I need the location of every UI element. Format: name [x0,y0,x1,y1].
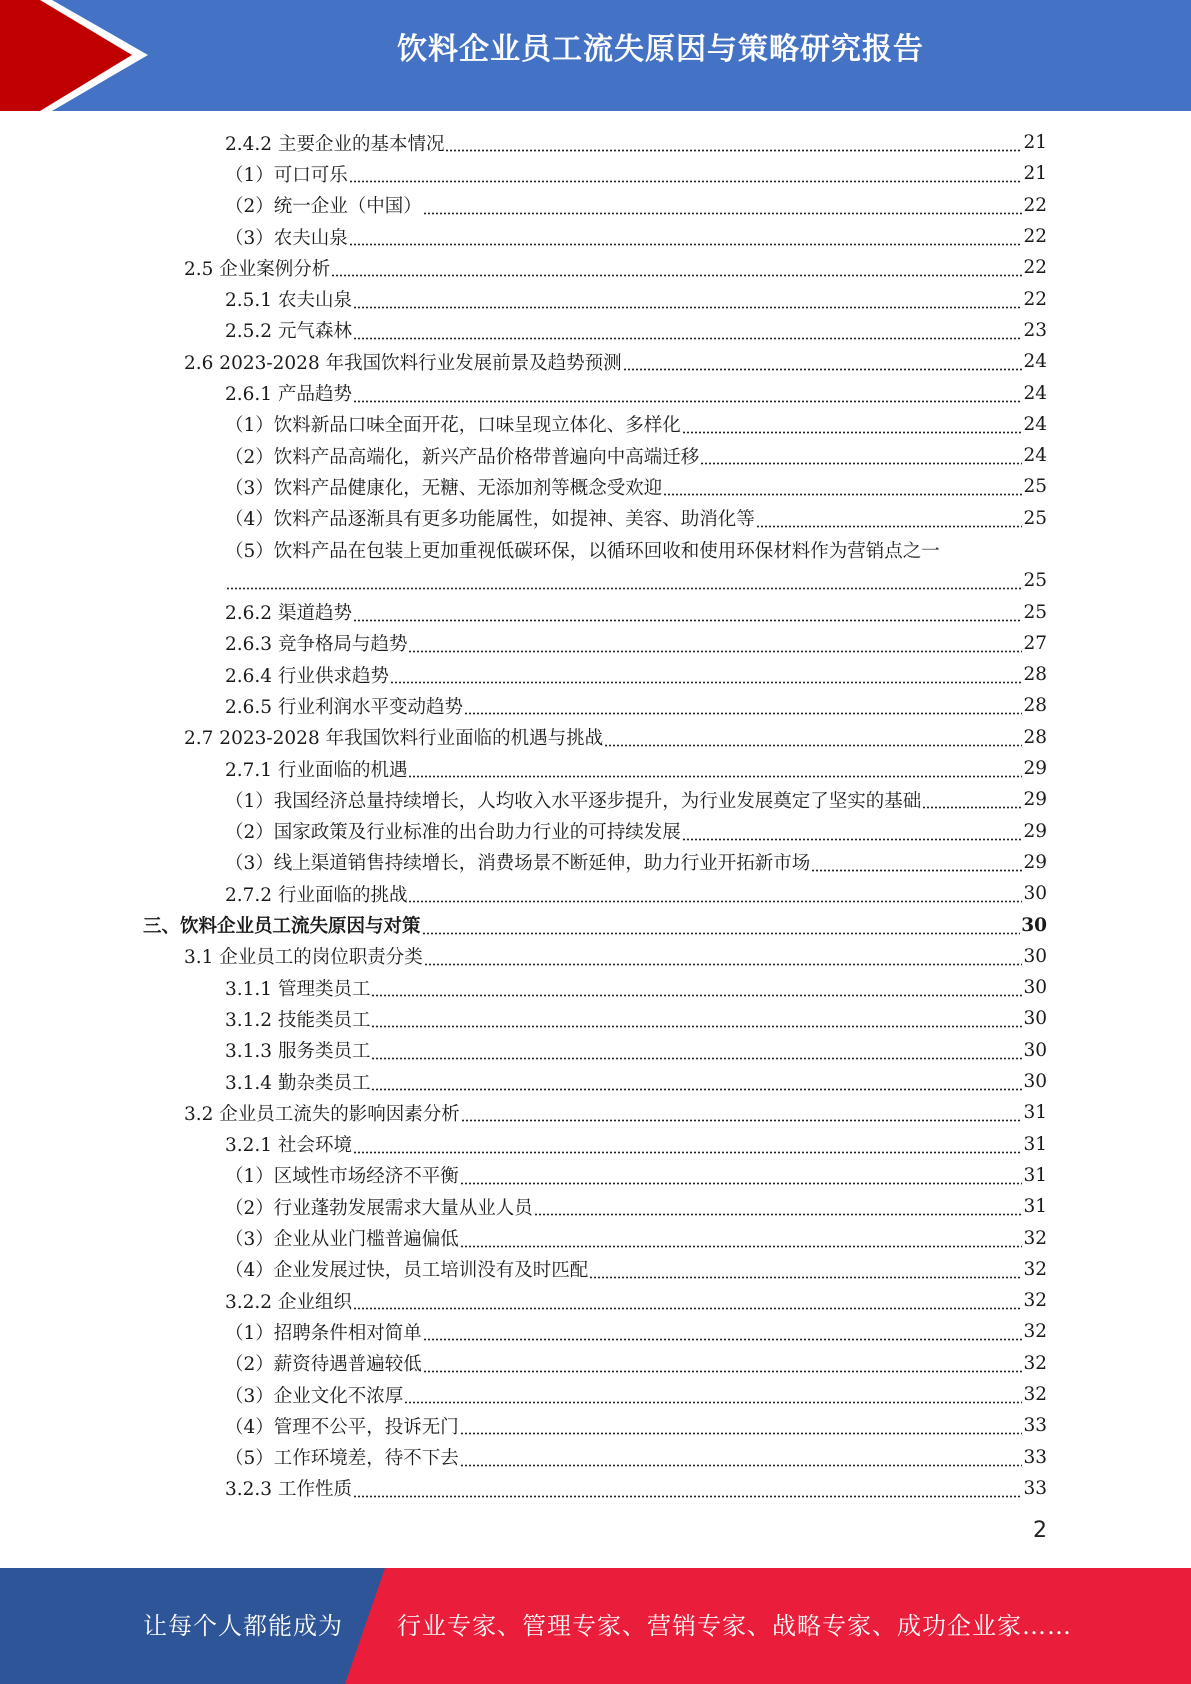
toc-entry-page: 33 [1023,1415,1047,1437]
toc-dot-leader [811,853,1022,872]
toc-dot-leader [353,1135,1023,1154]
toc-entry[interactable] [0,190,1191,221]
toc-entry-label: （1）饮料新品口味全面开花，口味呈现立体化、多样化 [225,415,681,437]
toc-entry-page: 32 [1023,1384,1047,1406]
toc-dot-leader [371,1009,1022,1028]
toc-dot-leader [353,321,1023,340]
toc-entry[interactable] [0,1348,1191,1379]
toc-entry[interactable] [0,753,1191,784]
toc-entry-page: 28 [1023,664,1047,686]
toc-dot-leader [460,1416,1023,1435]
toc-entry[interactable] [0,346,1191,377]
toc-entry-label: （1）我国经济总量持续增长，人均收入水平逐步提升，为行业发展奠定了坚实的基础 [225,790,922,812]
toc-entry[interactable] [0,315,1191,346]
toc-entry-label: 2.5.1 农夫山泉 [225,290,352,312]
toc-dot-leader [408,634,1022,653]
toc-dot-leader [460,1448,1023,1467]
toc-entry[interactable] [0,1066,1191,1097]
toc-entry-label: （2）统一企业（中国） [225,196,422,218]
toc-dot-leader [349,164,1023,183]
toc-entry-page: 29 [1023,851,1047,873]
toc-entry-page: 30 [1023,945,1047,967]
toc-entry[interactable] [0,565,1191,596]
toc-entry-label: 2.7 2023-2028 年我国饮料行业面临的机遇与挑战 [184,728,604,750]
toc-dot-leader [423,1322,1023,1341]
toc-dot-leader [408,759,1022,778]
toc-entry-page: 22 [1023,288,1047,310]
toc-entry-label: （1）可口可乐 [225,164,348,186]
toc-entry-page: 25 [1023,476,1047,498]
toc-dot-leader [353,1291,1023,1310]
toc-dot-leader [623,352,1023,371]
toc-entry-page: 33 [1023,1446,1047,1468]
toc-entry-page: 24 [1023,351,1047,373]
toc-entry[interactable] [0,596,1191,627]
toc-entry-page: 31 [1023,1164,1047,1186]
toc-entry-label: （1）区域性市场经济不平衡 [225,1166,459,1188]
toc-entry[interactable] [0,1097,1191,1128]
toc-entry-label: （3）饮料产品健康化，无糖、无添加剂等概念受欢迎 [225,477,663,499]
footer-slogan-left: 让每个人都能成为 [143,1612,343,1640]
toc-entry-page: 30 [1021,914,1047,936]
toc-entry[interactable] [0,1473,1191,1504]
toc-dot-leader [424,947,1023,966]
toc-dot-leader [353,290,1023,309]
toc-dot-leader [226,571,1022,590]
toc-entry[interactable] [0,628,1191,659]
toc-dot-leader [461,1103,1023,1122]
toc-entry[interactable] [0,1191,1191,1222]
toc-entry-page: 22 [1023,257,1047,279]
toc-dot-leader [371,1072,1022,1091]
toc-dot-leader [404,1385,1022,1404]
toc-entry-page: 31 [1023,1102,1047,1124]
toc-entry-label: 2.6.3 竞争格局与趋势 [225,634,408,656]
toc-entry-label: （2）饮料产品高端化，新兴产品价格带普遍向中高端迁移 [225,446,700,468]
toc-entry-label: 3.1 企业员工的岗位职责分类 [184,947,423,969]
toc-entry-page: 33 [1023,1477,1047,1499]
toc-entry-page: 24 [1023,382,1047,404]
toc-entry-label: （2）国家政策及行业标准的出台助力行业的可持续发展 [225,822,681,844]
toc-entry-page: 25 [1023,507,1047,529]
toc-dot-leader [331,258,1022,277]
toc-entry-page: 30 [1023,883,1047,905]
toc-entry-label: （2）薪资待遇普遍较低 [225,1354,422,1376]
toc-entry-label: 3.2 企业员工流失的影响因素分析 [184,1103,460,1125]
toc-entry-label: 2.4.2 主要企业的基本情况 [225,133,445,155]
toc-entry[interactable] [0,440,1191,471]
report-title: 饮料企业员工流失原因与策略研究报告 [397,32,924,67]
page-footer [0,1568,1191,1684]
toc-entry[interactable] [0,1003,1191,1034]
toc-entry-page: 21 [1023,132,1047,154]
toc-entry-page: 29 [1023,820,1047,842]
toc-entry-page: 25 [1023,570,1047,592]
toc-entry[interactable] [0,503,1191,534]
toc-entry[interactable] [0,409,1191,440]
toc-entry-label: 2.6.2 渠道趋势 [225,603,352,625]
toc-entry[interactable] [0,1160,1191,1191]
toc-entry-page: 28 [1023,726,1047,748]
toc-dot-leader [353,1479,1023,1498]
toc-entry[interactable] [0,1129,1191,1160]
toc-entry-page: 32 [1023,1258,1047,1280]
toc-entry-label: 2.7.1 行业面临的机遇 [225,759,408,781]
toc-entry[interactable] [0,283,1191,314]
toc-entry[interactable] [0,252,1191,283]
toc-entry[interactable] [0,878,1191,909]
toc-entry-label: （4）管理不公平，投诉无门 [225,1416,459,1438]
toc-entry-page: 21 [1023,163,1047,185]
toc-entry-label: 3.1.2 技能类员工 [225,1009,371,1031]
toc-dot-leader [663,477,1022,496]
toc-dot-leader [371,978,1022,997]
toc-dot-leader [423,1354,1023,1373]
toc-entry[interactable] [0,816,1191,847]
toc-entry-page: 30 [1023,977,1047,999]
toc-entry[interactable] [0,722,1191,753]
toc-dot-leader [700,446,1022,465]
toc-entry-page: 23 [1023,319,1047,341]
toc-entry-label: （5）饮料产品在包装上更加重视低碳环保，以循环回收和使用环保材料作为营销点之一 [225,540,940,562]
toc-entry[interactable] [0,1222,1191,1253]
toc-entry-label: 2.7.2 行业面临的挑战 [225,884,408,906]
toc-entry-label: （3）农夫山泉 [225,227,348,249]
toc-entry[interactable] [0,377,1191,408]
toc-entry-label: 2.6.4 行业供求趋势 [225,665,389,687]
toc-entry-label: （5）工作环境差，待不下去 [225,1448,459,1470]
toc-dot-leader [464,696,1022,715]
toc-entry[interactable] [0,941,1191,972]
toc-entry-label: 3.1.3 服务类员工 [225,1041,371,1063]
toc-entry-page: 24 [1023,413,1047,435]
toc-entry[interactable] [0,127,1191,158]
toc-entry-label: 2.6.1 产品趋势 [225,384,352,406]
toc-entry-label: （3）企业文化不浓厚 [225,1385,404,1407]
toc-entry-page: 31 [1023,1133,1047,1155]
toc-entry-label: 3.2.3 工作性质 [225,1479,352,1501]
toc-entry[interactable] [0,221,1191,252]
toc-dot-leader [682,822,1023,841]
toc-entry-page: 32 [1023,1352,1047,1374]
toc-dot-leader [922,790,1022,809]
toc-entry[interactable] [0,1254,1191,1285]
toc-entry-page: 28 [1023,695,1047,717]
toc-entry[interactable] [0,972,1191,1003]
toc-dot-leader [423,196,1023,215]
toc-dot-leader [460,1229,1023,1248]
toc-entry[interactable] [0,659,1191,690]
toc-dot-leader [460,1166,1023,1185]
toc-entry-page: 27 [1023,632,1047,654]
footer-slogan-right: 行业专家、管理专家、营销专家、战略专家、成功企业家…… [397,1612,1072,1640]
toc-dot-leader [353,603,1023,622]
toc-entry[interactable] [0,1410,1191,1441]
toc-entry[interactable] [0,1035,1191,1066]
toc-entry[interactable] [0,909,1191,940]
toc-entry[interactable] [0,471,1191,502]
toc-entry[interactable] [0,534,1191,565]
toc-entry-label: 3.2.1 社会环境 [225,1135,352,1157]
toc-entry[interactable] [0,690,1191,721]
toc-entry-label: （4）企业发展过快，员工培训没有及时匹配 [225,1260,589,1282]
toc-dot-leader [445,133,1022,152]
toc-entry-label: 三、饮料企业员工流失原因与对策 [143,916,421,938]
toc-entry-label: 2.5 企业案例分析 [184,258,331,280]
toc-entry[interactable] [0,1379,1191,1410]
toc-entry-page: 24 [1023,445,1047,467]
toc-entry-page: 29 [1023,789,1047,811]
toc-entry-label: （1）招聘条件相对简单 [225,1322,422,1344]
toc-entry-page: 30 [1023,1071,1047,1093]
toc-entry-label: 2.6.5 行业利润水平变动趋势 [225,696,463,718]
toc-entry-label: （2）行业蓬勃发展需求大量从业人员 [225,1197,533,1219]
toc-dot-leader [604,728,1022,747]
toc-dot-leader [534,1197,1023,1216]
toc-entry[interactable] [0,847,1191,878]
toc-entry-page: 30 [1023,1008,1047,1030]
toc-entry[interactable] [0,158,1191,189]
toc-entry[interactable] [0,1441,1191,1472]
table-of-contents [0,127,1191,1504]
toc-entry-page: 22 [1023,194,1047,216]
toc-dot-leader [682,415,1023,434]
toc-entry-page: 32 [1023,1321,1047,1343]
toc-entry-label: 2.5.2 元气森林 [225,321,352,343]
toc-entry-label: （3）企业从业门槛普遍偏低 [225,1229,459,1251]
toc-entry-label: 2.6 2023-2028 年我国饮料行业发展前景及趋势预测 [184,352,622,374]
toc-dot-leader [349,227,1023,246]
toc-entry-page: 29 [1023,758,1047,780]
page-number: 2 [1033,1518,1047,1543]
toc-dot-leader [408,884,1022,903]
toc-entry-label: 3.2.2 企业组织 [225,1291,352,1313]
toc-entry-page: 32 [1023,1227,1047,1249]
toc-dot-leader [422,916,1021,935]
toc-entry-page: 25 [1023,601,1047,623]
toc-entry-label: 3.1.4 勤杂类员工 [225,1072,371,1094]
page-header [0,0,1191,111]
toc-dot-leader [353,384,1023,403]
toc-dot-leader [371,1041,1022,1060]
toc-entry-label: （4）饮料产品逐渐具有更多功能属性，如提神、美容、助消化等 [225,509,755,531]
toc-entry[interactable] [0,1316,1191,1347]
toc-dot-leader [756,509,1023,528]
toc-entry-label: 3.1.1 管理类员工 [225,978,371,1000]
toc-entry[interactable] [0,1285,1191,1316]
toc-entry[interactable] [0,784,1191,815]
toc-dot-leader [589,1260,1022,1279]
header-arrow-decoration [0,0,150,111]
toc-dot-leader [390,665,1022,684]
toc-entry-page: 31 [1023,1196,1047,1218]
toc-entry-label: （3）线上渠道销售持续增长，消费场景不断延伸，助力行业开拓新市场 [225,853,811,875]
toc-entry-page: 22 [1023,226,1047,248]
toc-entry-page: 32 [1023,1290,1047,1312]
toc-entry-page: 30 [1023,1039,1047,1061]
